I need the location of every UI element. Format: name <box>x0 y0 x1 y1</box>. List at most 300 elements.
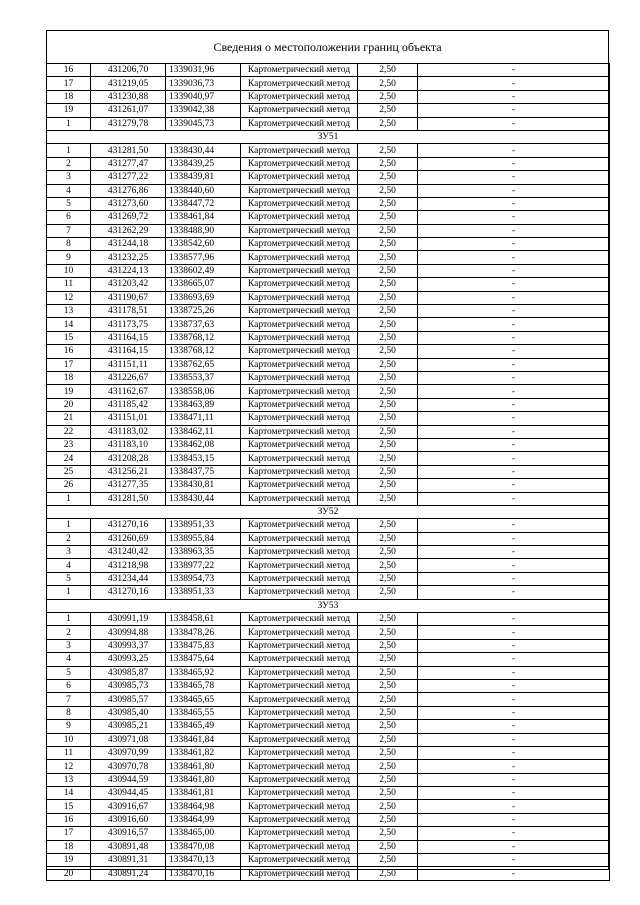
description-cell: - <box>418 184 610 197</box>
table-row <box>47 358 610 371</box>
description-cell: - <box>418 171 610 184</box>
accuracy-cell: 2,50 <box>358 586 418 599</box>
point-number-cell: 12 <box>47 760 91 773</box>
table-row <box>47 733 610 746</box>
x-coordinate-cell: 431224,13 <box>91 264 166 277</box>
x-coordinate-cell: 430993,25 <box>91 653 166 666</box>
y-coordinate-cell: 1338463,89 <box>166 398 241 411</box>
method-cell: Картометрический метод <box>241 827 358 840</box>
point-number-cell: 14 <box>47 787 91 800</box>
x-coordinate-cell: 430944,59 <box>91 773 166 786</box>
method-cell: Картометрический метод <box>241 197 358 210</box>
method-cell: Картометрический метод <box>241 479 358 492</box>
table-row <box>47 77 610 90</box>
point-number-cell: 2 <box>47 626 91 639</box>
accuracy-cell: 2,50 <box>358 331 418 344</box>
x-coordinate-cell: 431256,21 <box>91 465 166 478</box>
method-cell: Картометрический метод <box>241 425 358 438</box>
point-number-cell: 1 <box>47 586 91 599</box>
method-cell: Картометрический метод <box>241 546 358 559</box>
point-number-cell: 10 <box>47 264 91 277</box>
x-coordinate-cell: 430985,57 <box>91 693 166 706</box>
x-coordinate-cell: 430891,31 <box>91 854 166 867</box>
table-row <box>47 171 610 184</box>
point-number-cell: 4 <box>47 559 91 572</box>
table-row <box>47 586 610 599</box>
x-coordinate-cell: 430991,19 <box>91 613 166 626</box>
point-number-cell: 4 <box>47 653 91 666</box>
y-coordinate-cell: 1338465,55 <box>166 706 241 719</box>
x-coordinate-cell: 431230,88 <box>91 90 166 103</box>
accuracy-cell: 2,50 <box>358 157 418 170</box>
accuracy-cell: 2,50 <box>358 733 418 746</box>
y-coordinate-cell: 1338471,11 <box>166 412 241 425</box>
point-number-cell: 13 <box>47 773 91 786</box>
table-row <box>47 398 610 411</box>
method-cell: Картометрический метод <box>241 438 358 451</box>
y-coordinate-cell: 1338462,11 <box>166 425 241 438</box>
y-coordinate-cell: 1338461,82 <box>166 746 241 759</box>
description-cell: - <box>418 559 610 572</box>
method-cell: Картометрический метод <box>241 238 358 251</box>
point-number-cell: 18 <box>47 371 91 384</box>
description-cell: - <box>418 626 610 639</box>
table-row <box>47 452 610 465</box>
y-coordinate-cell: 1338977,22 <box>166 559 241 572</box>
table-row <box>47 746 610 759</box>
x-coordinate-cell: 431260,69 <box>91 532 166 545</box>
point-number-cell: 17 <box>47 358 91 371</box>
table-row <box>47 144 610 157</box>
x-coordinate-cell: 431270,16 <box>91 586 166 599</box>
description-cell: - <box>418 773 610 786</box>
accuracy-cell: 2,50 <box>358 693 418 706</box>
section-name: ЗУ52 <box>47 505 610 518</box>
point-number-cell: 12 <box>47 291 91 304</box>
y-coordinate-cell: 1338665,07 <box>166 278 241 291</box>
method-cell: Картометрический метод <box>241 144 358 157</box>
table-row <box>47 546 610 559</box>
y-coordinate-cell: 1338465,78 <box>166 679 241 692</box>
table-row <box>47 720 610 733</box>
method-cell: Картометрический метод <box>241 412 358 425</box>
accuracy-cell: 2,50 <box>358 224 418 237</box>
y-coordinate-cell: 1338461,80 <box>166 773 241 786</box>
x-coordinate-cell: 431240,42 <box>91 546 166 559</box>
point-number-cell: 15 <box>47 331 91 344</box>
y-coordinate-cell: 1338440,60 <box>166 184 241 197</box>
y-coordinate-cell: 1338762,65 <box>166 358 241 371</box>
point-number-cell: 3 <box>47 639 91 652</box>
description-cell: - <box>418 371 610 384</box>
table-row <box>47 305 610 318</box>
accuracy-cell: 2,50 <box>358 800 418 813</box>
accuracy-cell: 2,50 <box>358 787 418 800</box>
y-coordinate-cell: 1338768,12 <box>166 331 241 344</box>
table-row <box>47 613 610 626</box>
point-number-cell: 1 <box>47 519 91 532</box>
description-cell: - <box>418 653 610 666</box>
y-coordinate-cell: 1338553,37 <box>166 371 241 384</box>
point-number-cell: 11 <box>47 746 91 759</box>
table-row <box>47 854 610 867</box>
method-cell: Картометрический метод <box>241 184 358 197</box>
point-number-cell: 26 <box>47 479 91 492</box>
table-row <box>47 278 610 291</box>
point-number-cell: 2 <box>47 157 91 170</box>
x-coordinate-cell: 430985,87 <box>91 666 166 679</box>
description-cell: - <box>418 586 610 599</box>
table-row <box>47 331 610 344</box>
point-number-cell: 16 <box>47 345 91 358</box>
method-cell: Картометрический метод <box>241 157 358 170</box>
accuracy-cell: 2,50 <box>358 679 418 692</box>
description-cell: - <box>418 479 610 492</box>
method-cell: Картометрический метод <box>241 733 358 746</box>
x-coordinate-cell: 431281,50 <box>91 144 166 157</box>
point-number-cell: 22 <box>47 425 91 438</box>
x-coordinate-cell: 431185,42 <box>91 398 166 411</box>
y-coordinate-cell: 1338951,33 <box>166 519 241 532</box>
accuracy-cell: 2,50 <box>358 452 418 465</box>
accuracy-cell: 2,50 <box>358 291 418 304</box>
point-number-cell: 17 <box>47 827 91 840</box>
accuracy-cell: 2,50 <box>358 117 418 130</box>
accuracy-cell: 2,50 <box>358 197 418 210</box>
x-coordinate-cell: 430970,99 <box>91 746 166 759</box>
point-number-cell: 8 <box>47 238 91 251</box>
method-cell: Картометрический метод <box>241 572 358 585</box>
y-coordinate-cell: 1338453,15 <box>166 452 241 465</box>
accuracy-cell: 2,50 <box>358 760 418 773</box>
point-number-cell: 9 <box>47 720 91 733</box>
table-row <box>47 706 610 719</box>
y-coordinate-cell: 1338955,84 <box>166 532 241 545</box>
y-coordinate-cell: 1338577,96 <box>166 251 241 264</box>
table-row <box>47 773 610 786</box>
x-coordinate-cell: 431164,15 <box>91 331 166 344</box>
x-coordinate-cell: 431151,11 <box>91 358 166 371</box>
table-row <box>47 693 610 706</box>
description-cell: - <box>418 733 610 746</box>
point-number-cell: 1 <box>47 613 91 626</box>
y-coordinate-cell: 1338475,64 <box>166 653 241 666</box>
method-cell: Картометрический метод <box>241 626 358 639</box>
x-coordinate-cell: 430994,88 <box>91 626 166 639</box>
table-row <box>47 639 610 652</box>
table-row <box>47 425 610 438</box>
description-cell: - <box>418 867 610 880</box>
table-row <box>47 760 610 773</box>
accuracy-cell: 2,50 <box>358 425 418 438</box>
accuracy-cell: 2,50 <box>358 867 418 880</box>
method-cell: Картометрический метод <box>241 492 358 505</box>
accuracy-cell: 2,50 <box>358 412 418 425</box>
y-coordinate-cell: 1338461,84 <box>166 733 241 746</box>
method-cell: Картометрический метод <box>241 706 358 719</box>
description-cell: - <box>418 358 610 371</box>
point-number-cell: 16 <box>47 813 91 826</box>
x-coordinate-cell: 431219,05 <box>91 77 166 90</box>
description-cell: - <box>418 251 610 264</box>
description-cell: - <box>418 800 610 813</box>
accuracy-cell: 2,50 <box>358 706 418 719</box>
method-cell: Картометрический метод <box>241 90 358 103</box>
table-row <box>47 64 610 77</box>
description-cell: - <box>418 572 610 585</box>
accuracy-cell: 2,50 <box>358 746 418 759</box>
point-number-cell: 19 <box>47 854 91 867</box>
y-coordinate-cell: 1338461,81 <box>166 787 241 800</box>
method-cell: Картометрический метод <box>241 867 358 880</box>
table-row <box>47 679 610 692</box>
table-row <box>47 787 610 800</box>
x-coordinate-cell: 431151,01 <box>91 412 166 425</box>
method-cell: Картометрический метод <box>241 371 358 384</box>
description-cell: - <box>418 706 610 719</box>
x-coordinate-cell: 431262,29 <box>91 224 166 237</box>
method-cell: Картометрический метод <box>241 693 358 706</box>
method-cell: Картометрический метод <box>241 291 358 304</box>
description-cell: - <box>418 546 610 559</box>
accuracy-cell: 2,50 <box>358 385 418 398</box>
method-cell: Картометрический метод <box>241 720 358 733</box>
table-row <box>47 867 610 880</box>
x-coordinate-cell: 430985,73 <box>91 679 166 692</box>
accuracy-cell: 2,50 <box>358 773 418 786</box>
table-row <box>47 465 610 478</box>
accuracy-cell: 2,50 <box>358 211 418 224</box>
x-coordinate-cell: 430916,60 <box>91 813 166 826</box>
table-row <box>47 345 610 358</box>
accuracy-cell: 2,50 <box>358 90 418 103</box>
point-number-cell: 3 <box>47 546 91 559</box>
table-row <box>47 264 610 277</box>
point-number-cell: 3 <box>47 171 91 184</box>
x-coordinate-cell: 430916,67 <box>91 800 166 813</box>
x-coordinate-cell: 431206,70 <box>91 64 166 77</box>
accuracy-cell: 2,50 <box>358 492 418 505</box>
description-cell: - <box>418 840 610 853</box>
x-coordinate-cell: 431261,07 <box>91 104 166 117</box>
accuracy-cell: 2,50 <box>358 104 418 117</box>
method-cell: Картометрический метод <box>241 854 358 867</box>
table-row <box>47 840 610 853</box>
y-coordinate-cell: 1339036,73 <box>166 77 241 90</box>
x-coordinate-cell: 431277,47 <box>91 157 166 170</box>
table-row <box>47 371 610 384</box>
method-cell: Картометрический метод <box>241 666 358 679</box>
x-coordinate-cell: 431162,67 <box>91 385 166 398</box>
method-cell: Картометрический метод <box>241 532 358 545</box>
method-cell: Картометрический метод <box>241 64 358 77</box>
method-cell: Картометрический метод <box>241 345 358 358</box>
description-cell: - <box>418 278 610 291</box>
point-number-cell: 10 <box>47 733 91 746</box>
table-row <box>47 211 610 224</box>
x-coordinate-cell: 430971,08 <box>91 733 166 746</box>
description-cell: - <box>418 197 610 210</box>
point-number-cell: 9 <box>47 251 91 264</box>
x-coordinate-cell: 431208,28 <box>91 452 166 465</box>
table-row <box>47 385 610 398</box>
y-coordinate-cell: 1339040,97 <box>166 90 241 103</box>
y-coordinate-cell: 1338693,69 <box>166 291 241 304</box>
description-cell: - <box>418 305 610 318</box>
description-cell: - <box>418 452 610 465</box>
y-coordinate-cell: 1339045,73 <box>166 117 241 130</box>
accuracy-cell: 2,50 <box>358 371 418 384</box>
y-coordinate-cell: 1338439,25 <box>166 157 241 170</box>
method-cell: Картометрический метод <box>241 639 358 652</box>
description-cell: - <box>418 465 610 478</box>
table-row <box>47 412 610 425</box>
x-coordinate-cell: 430891,24 <box>91 867 166 880</box>
description-cell: - <box>418 746 610 759</box>
method-cell: Картометрический метод <box>241 224 358 237</box>
y-coordinate-cell: 1338464,98 <box>166 800 241 813</box>
method-cell: Картометрический метод <box>241 385 358 398</box>
section-header-row <box>47 505 610 518</box>
section-name: ЗУ53 <box>47 599 610 612</box>
document-title: Сведения о местоположении границ объекта <box>213 40 442 54</box>
description-cell: - <box>418 291 610 304</box>
y-coordinate-cell: 1338430,44 <box>166 492 241 505</box>
point-number-cell: 19 <box>47 104 91 117</box>
description-cell: - <box>418 117 610 130</box>
y-coordinate-cell: 1338465,92 <box>166 666 241 679</box>
y-coordinate-cell: 1338963,35 <box>166 546 241 559</box>
method-cell: Картометрический метод <box>241 586 358 599</box>
y-coordinate-cell: 1338430,81 <box>166 479 241 492</box>
table-row <box>47 184 610 197</box>
table-row <box>47 626 610 639</box>
description-cell: - <box>418 144 610 157</box>
description-cell: - <box>418 345 610 358</box>
point-number-cell: 14 <box>47 318 91 331</box>
description-cell: - <box>418 224 610 237</box>
x-coordinate-cell: 431190,67 <box>91 291 166 304</box>
point-number-cell: 1 <box>47 144 91 157</box>
y-coordinate-cell: 1338768,12 <box>166 345 241 358</box>
accuracy-cell: 2,50 <box>358 358 418 371</box>
x-coordinate-cell: 431276,86 <box>91 184 166 197</box>
table-row <box>47 197 610 210</box>
description-cell: - <box>418 639 610 652</box>
x-coordinate-cell: 431232,25 <box>91 251 166 264</box>
table-row <box>47 104 610 117</box>
description-cell: - <box>418 519 610 532</box>
x-coordinate-cell: 431178,51 <box>91 305 166 318</box>
point-number-cell: 2 <box>47 532 91 545</box>
description-cell: - <box>418 787 610 800</box>
accuracy-cell: 2,50 <box>358 264 418 277</box>
y-coordinate-cell: 1338602,49 <box>166 264 241 277</box>
table-row <box>47 117 610 130</box>
x-coordinate-cell: 431269,72 <box>91 211 166 224</box>
accuracy-cell: 2,50 <box>358 840 418 853</box>
x-coordinate-cell: 431183,10 <box>91 438 166 451</box>
point-number-cell: 16 <box>47 64 91 77</box>
description-cell: - <box>418 64 610 77</box>
point-number-cell: 6 <box>47 211 91 224</box>
description-cell: - <box>418 104 610 117</box>
table-row <box>47 666 610 679</box>
point-number-cell: 21 <box>47 412 91 425</box>
point-number-cell: 18 <box>47 840 91 853</box>
point-number-cell: 8 <box>47 706 91 719</box>
x-coordinate-cell: 431226,67 <box>91 371 166 384</box>
y-coordinate-cell: 1338447,72 <box>166 197 241 210</box>
y-coordinate-cell: 1338470,13 <box>166 854 241 867</box>
y-coordinate-cell: 1338725,26 <box>166 305 241 318</box>
description-cell: - <box>418 760 610 773</box>
description-cell: - <box>418 385 610 398</box>
method-cell: Картометрический метод <box>241 358 358 371</box>
table-row <box>47 519 610 532</box>
description-cell: - <box>418 827 610 840</box>
point-number-cell: 24 <box>47 452 91 465</box>
method-cell: Картометрический метод <box>241 679 358 692</box>
description-cell: - <box>418 398 610 411</box>
point-number-cell: 11 <box>47 278 91 291</box>
table-row <box>47 559 610 572</box>
point-number-cell: 5 <box>47 666 91 679</box>
table-row <box>47 318 610 331</box>
description-cell: - <box>418 679 610 692</box>
y-coordinate-cell: 1338954,73 <box>166 572 241 585</box>
point-number-cell: 15 <box>47 800 91 813</box>
table-row <box>47 532 610 545</box>
point-number-cell: 13 <box>47 305 91 318</box>
y-coordinate-cell: 1338478,26 <box>166 626 241 639</box>
x-coordinate-cell: 430891,48 <box>91 840 166 853</box>
document-frame <box>46 30 609 879</box>
method-cell: Картометрический метод <box>241 104 358 117</box>
section-header-row <box>47 130 610 143</box>
x-coordinate-cell: 431203,42 <box>91 278 166 291</box>
accuracy-cell: 2,50 <box>358 519 418 532</box>
y-coordinate-cell: 1338430,44 <box>166 144 241 157</box>
point-number-cell: 5 <box>47 197 91 210</box>
accuracy-cell: 2,50 <box>358 613 418 626</box>
accuracy-cell: 2,50 <box>358 318 418 331</box>
description-cell: - <box>418 157 610 170</box>
accuracy-cell: 2,50 <box>358 639 418 652</box>
table-row <box>47 157 610 170</box>
table-row <box>47 492 610 505</box>
description-cell: - <box>418 77 610 90</box>
accuracy-cell: 2,50 <box>358 144 418 157</box>
description-cell: - <box>418 238 610 251</box>
x-coordinate-cell: 430944,45 <box>91 787 166 800</box>
y-coordinate-cell: 1338542,60 <box>166 238 241 251</box>
accuracy-cell: 2,50 <box>358 559 418 572</box>
x-coordinate-cell: 430993,37 <box>91 639 166 652</box>
x-coordinate-cell: 431218,98 <box>91 559 166 572</box>
method-cell: Картометрический метод <box>241 264 358 277</box>
accuracy-cell: 2,50 <box>358 666 418 679</box>
accuracy-cell: 2,50 <box>358 465 418 478</box>
y-coordinate-cell: 1338439,81 <box>166 171 241 184</box>
method-cell: Картометрический метод <box>241 251 358 264</box>
x-coordinate-cell: 431164,15 <box>91 345 166 358</box>
description-cell: - <box>418 331 610 344</box>
y-coordinate-cell: 1338470,16 <box>166 867 241 880</box>
accuracy-cell: 2,50 <box>358 64 418 77</box>
y-coordinate-cell: 1338461,80 <box>166 760 241 773</box>
y-coordinate-cell: 1338462,08 <box>166 438 241 451</box>
